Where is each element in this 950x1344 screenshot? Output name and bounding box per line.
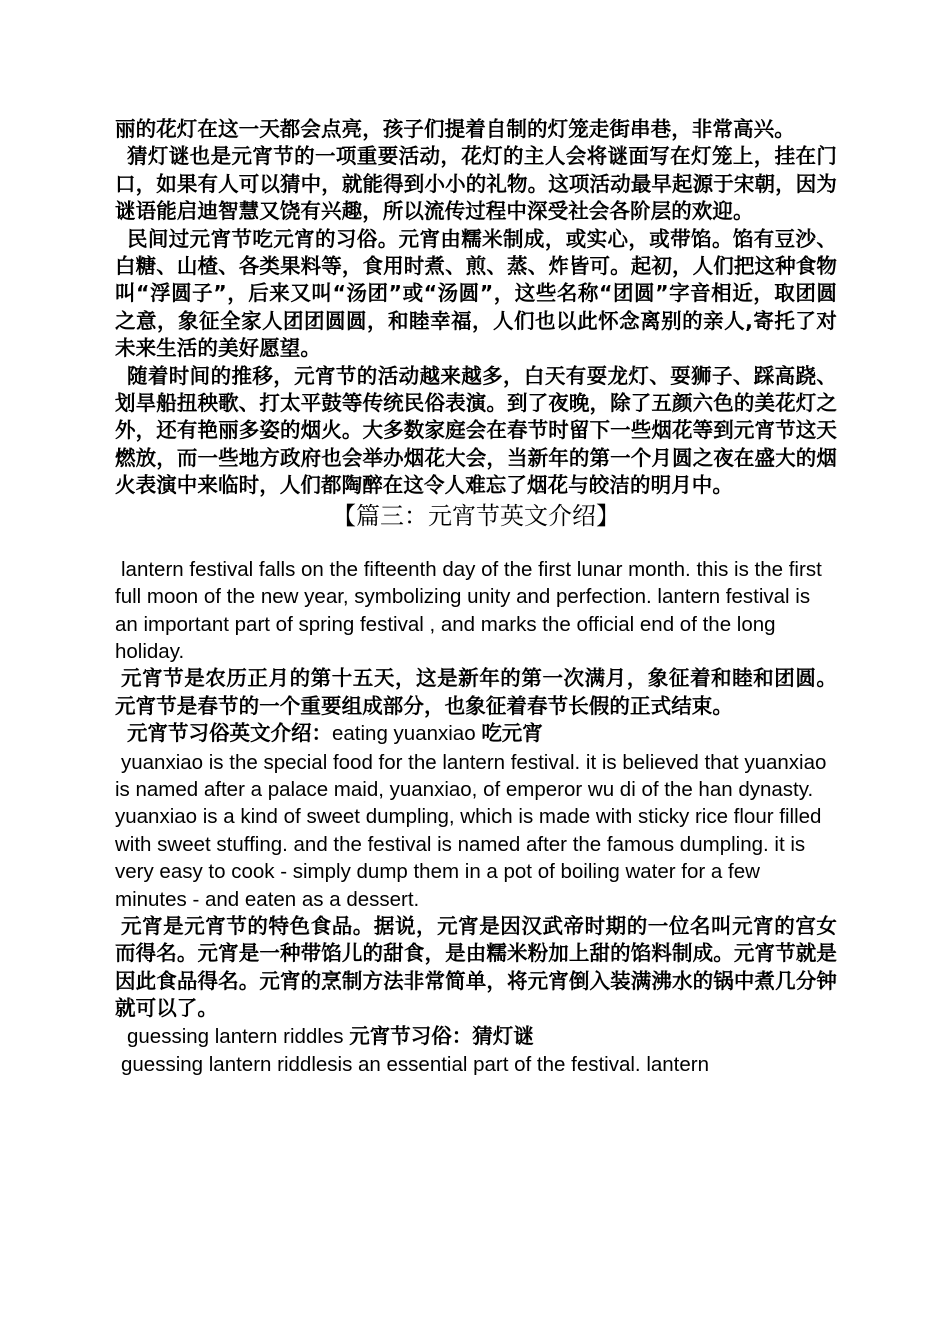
english-paragraph-intro: lantern festival falls on the fifteenth day of the first lunar month. this is the first full moon of the new year, symbolizing unity and perfection. lantern festival is an important part of spring festival , and marks the official end of the long holiday. [115,557,822,663]
section-heading: 【篇三：元宵节英文介绍】 [332,501,620,530]
chinese-paragraph-yuanxiao: 元宵是元宵节的特色食品。据说，元宵是因汉武帝时期的一位名叫元宵的宫女而得名。元宵是一种带馅儿的甜食，是由糯米粉加上甜的馅料制成。元宵节就是因此食品得名。元宵的烹制方法非常简单，将元宵倒入装满沸水的锅中煮几分钟就可以了。 [115,913,837,1021]
subheading-en: eating yuanxiao [332,722,482,746]
subheading-cn-prefix: 元宵节习俗英文介绍： [127,721,332,746]
subheading-riddles-cn: 元宵节习俗：猜灯谜 [349,1023,534,1048]
document-page [115,116,837,1078]
paragraph-activities: 随着时间的推移，元宵节的活动越来越多，白天有耍龙灯、耍狮子、踩高跷、划旱船扭秧歌、打太平鼓等传统民俗表演。到了夜晚，除了五颜六色的美花灯之外，还有艳丽多姿的烟火。大多数家庭会在春节时留下一些烟花等到元宵节这天燃放，而一些地方政府也会举办烟花大会，当新年的第一个月圆之夜在盛大的烟火表演中来临时，人们都陶醉在这令人难忘了烟花与皎洁的明月中。 [115,363,837,498]
english-paragraph-yuanxiao: yuanxiao is the special food for the lantern festival. it is believed that yuanxiao is named after a palace maid, yuanxiao, of emperor wu di of the han dynasty. yuanxiao is a kind of sweet dumpling, which is made with sticky rice flour filled with sweet stuffing. and the festival is named after the famous dumpling. it is very easy to cook - simply dump them in a pot of boiling water for a few minutes - and eaten as a dessert. [115,750,827,911]
subheading-cn-suffix: 吃元宵 [481,721,543,746]
subheading-riddles-en: guessing lantern riddles [127,1024,350,1048]
chinese-paragraph-intro: 元宵节是农历正月的第十五天，这是新年的第一次满月，象征着和睦和团圆。元宵节是春节的一个重要组成部分，也象征着春节长假的正式结束。 [115,666,837,718]
paragraph-lanterns-lit: 丽的花灯在这一天都会点亮，孩子们提着自制的灯笼走街串巷，非常高兴。 [115,117,795,141]
paragraph-lantern-riddles: 猜灯谜也是元宵节的一项重要活动，花灯的主人会将谜面写在灯笼上，挂在门口，如果有人可以猜中，就能得到小小的礼物。这项活动最早起源于宋朝，因为谜语能启迪智慧又饶有兴趣，所以流传过程中深受社会各阶层的欢迎。 [115,144,837,224]
english-paragraph-riddles: guessing lantern riddlesis an essential part of the festival. lantern [121,1053,710,1076]
paragraph-yuanxiao-custom: 民间过元宵节吃元宵的习俗。元宵由糯米制成，或实心，或带馅。馅有豆沙、白糖、山楂、各类果料等，食用时煮、煎、蒸、炸皆可。起初，人们把这种食物叫“浮圆子”，后来又叫“汤团”或“汤圆”，这些名称“团圆”字音相近，取团圆之意，象征全家人团团圆圆，和睦幸福，人们也以此怀念离别的亲人,寄托了对未来生活的美好愿望。 [115,226,837,361]
subheading-eating-yuanxiao [115,720,837,748]
subheading-guessing-riddles [115,1023,837,1051]
